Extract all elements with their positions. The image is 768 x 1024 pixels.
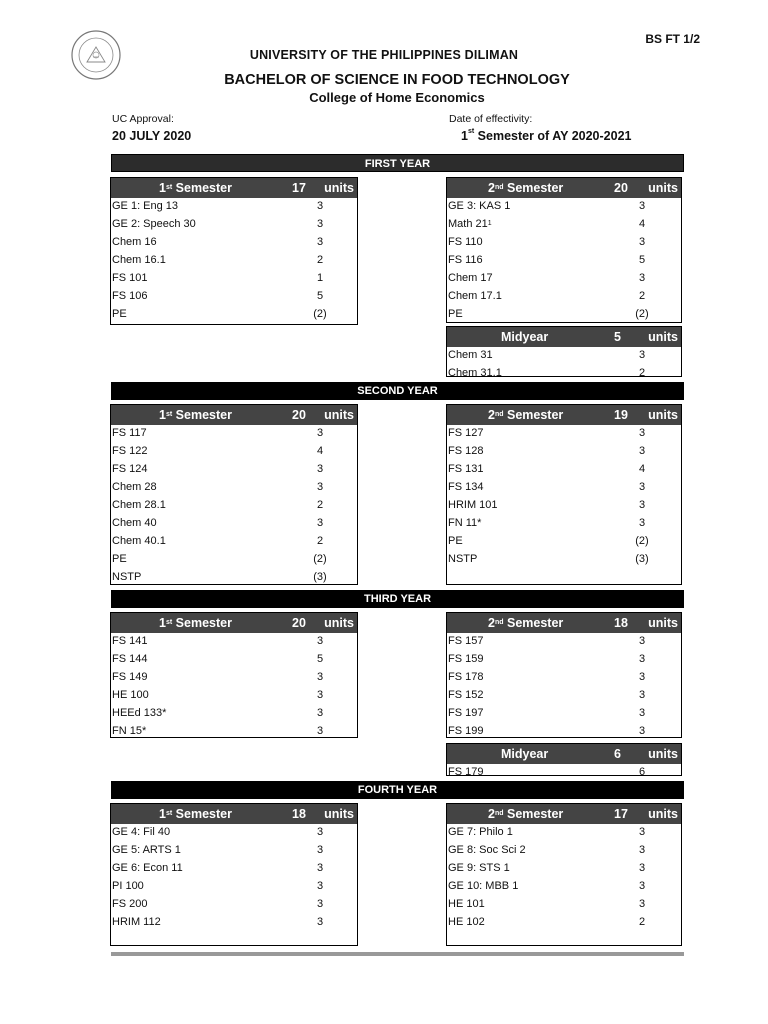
course-row: [447, 687, 681, 705]
course-row: [111, 687, 357, 705]
semester-header: [111, 405, 357, 425]
course-row: [111, 198, 357, 216]
semester-total-units: 18: [292, 807, 306, 821]
course-name: Chem 31.1: [448, 367, 502, 379]
course-units: 3: [316, 689, 324, 701]
semester-header: [447, 744, 681, 764]
year-bar-first: FIRST YEAR: [111, 154, 684, 172]
course-name: FS 131: [448, 463, 484, 475]
course-row: [111, 497, 357, 515]
course-name: HRIM 112: [112, 916, 161, 928]
course-units: (2): [635, 308, 649, 320]
course-row: [447, 425, 681, 443]
units-label: units: [648, 616, 678, 630]
course-units: 3: [316, 517, 324, 529]
course-row: [111, 306, 357, 324]
course-row: [111, 443, 357, 461]
course-name: FS 152: [448, 689, 484, 701]
course-name: NSTP: [112, 571, 142, 583]
semester-total-units: 20: [292, 616, 306, 630]
course-name: PE: [448, 535, 463, 547]
course-name: FS 110: [448, 236, 483, 248]
course-units: 3: [638, 880, 646, 892]
course-units: 3: [316, 635, 324, 647]
course-units: 3: [638, 653, 646, 665]
course-units: 2: [316, 499, 324, 511]
semester-title: 1st Semester: [159, 807, 232, 821]
course-row: [447, 461, 681, 479]
third-year-first-semester: [110, 612, 358, 738]
course-name: FS 197: [448, 707, 484, 719]
course-row: [447, 497, 681, 515]
course-row: [447, 443, 681, 461]
course-row: [111, 824, 357, 842]
course-row: [447, 914, 681, 932]
course-name: Chem 28.1: [112, 499, 166, 511]
course-name: HE 100: [112, 689, 149, 701]
semester-title: 2nd Semester: [488, 807, 564, 821]
course-row: [447, 216, 681, 234]
course-units: 3: [638, 862, 646, 874]
second-year-first-semester: [110, 404, 358, 585]
course-row: [447, 198, 681, 216]
course-name: Chem 17: [448, 272, 493, 284]
course-units: 3: [316, 862, 324, 874]
course-units: 2: [638, 290, 646, 302]
units-label: units: [648, 181, 678, 195]
course-units: 3: [638, 707, 646, 719]
first-year-first-semester: [110, 177, 358, 325]
course-row: [111, 216, 357, 234]
course-units: 3: [316, 880, 324, 892]
course-units: 3: [316, 844, 324, 856]
course-row: [447, 633, 681, 651]
semester-title: 1st Semester: [159, 408, 232, 422]
course-row: [111, 252, 357, 270]
course-units: 5: [638, 254, 646, 266]
third-year-second-semester: [446, 612, 682, 738]
course-units: 3: [638, 725, 646, 737]
course-row: [447, 764, 681, 782]
course-row: [447, 365, 681, 383]
course-name: GE 10: MBB 1: [448, 880, 519, 892]
course-units: 5: [316, 290, 324, 302]
course-units: 4: [638, 218, 646, 230]
semester-header: [111, 804, 357, 824]
course-units: 3: [316, 826, 324, 838]
units-label: units: [324, 616, 354, 630]
course-name: Chem 16.1: [112, 254, 166, 266]
course-units: 6: [638, 766, 646, 778]
year-bar-second: SECOND YEAR: [111, 382, 684, 400]
course-units: 4: [316, 445, 324, 457]
semester-total-units: 18: [614, 616, 628, 630]
units-label: units: [648, 330, 678, 344]
course-row: [447, 723, 681, 741]
college-name: College of Home Economics: [309, 90, 485, 105]
course-units: 5: [316, 653, 324, 665]
course-units: 3: [638, 689, 646, 701]
course-units: 3: [316, 898, 324, 910]
course-row: [111, 842, 357, 860]
semester-header: [447, 178, 681, 198]
course-name: FS 144: [112, 653, 148, 665]
course-name: FS 200: [112, 898, 148, 910]
course-name: Chem 40: [112, 517, 157, 529]
course-name: FS 149: [112, 671, 148, 683]
course-name: FS 179: [448, 766, 484, 778]
course-name: FS 178: [448, 671, 484, 683]
first-year-midyear: [446, 326, 682, 377]
semester-title: 2nd Semester: [488, 408, 564, 422]
course-row: [447, 669, 681, 687]
course-units: (3): [635, 553, 649, 565]
course-row: [447, 533, 681, 551]
semester-header: [447, 804, 681, 824]
course-row: [447, 860, 681, 878]
course-name: FS 159: [448, 653, 484, 665]
semester-title: Midyear: [501, 330, 549, 344]
course-row: [447, 306, 681, 324]
course-row: [111, 651, 357, 669]
course-row: [447, 824, 681, 842]
course-units: 1: [316, 272, 324, 284]
units-label: units: [324, 181, 354, 195]
course-row: [111, 551, 357, 569]
fourth-year-first-semester: [110, 803, 358, 946]
year-bar-fourth: FOURTH YEAR: [111, 781, 684, 799]
course-name: GE 1: Eng 13: [112, 200, 179, 212]
course-row: [111, 270, 357, 288]
course-row: [111, 479, 357, 497]
semester-total-units: 20: [614, 181, 628, 195]
course-name: HRIM 101: [448, 499, 498, 511]
first-year-second-semester: [446, 177, 682, 323]
course-name: Math $21^1$: [448, 218, 492, 230]
course-units: 3: [316, 218, 324, 230]
course-name: FS 128: [448, 445, 484, 457]
course-name: FS 141: [112, 635, 148, 647]
effectivity-value: 1st Semester of AY 2020-2021: [461, 128, 632, 143]
course-row: [447, 234, 681, 252]
course-units: 4: [638, 463, 646, 475]
course-name: GE 9: STS 1: [448, 862, 510, 874]
course-name: Chem 40.1: [112, 535, 166, 547]
semester-title: 2nd Semester: [488, 616, 564, 630]
course-name: Chem 16: [112, 236, 157, 248]
course-name: GE 7: Philo 1: [448, 826, 513, 838]
course-name: GE 4: Fil 40: [112, 826, 171, 838]
course-name: PE: [112, 553, 127, 565]
course-name: GE 5: ARTS 1: [112, 844, 181, 856]
course-units: 3: [638, 481, 646, 493]
course-name: Chem 28: [112, 481, 157, 493]
course-name: FS 117: [112, 427, 147, 439]
uc-approval-value: 20 JULY 2020: [112, 129, 192, 143]
semester-header: [447, 405, 681, 425]
semester-title: Midyear: [501, 747, 549, 761]
course-units: 3: [316, 671, 324, 683]
course-units: 3: [316, 916, 324, 928]
course-units: 3: [638, 272, 646, 284]
course-units: 2: [638, 367, 646, 379]
course-row: [111, 533, 357, 551]
course-units: 3: [638, 826, 646, 838]
semester-title: 1st Semester: [159, 616, 232, 630]
course-units: 2: [316, 535, 324, 547]
course-row: [447, 878, 681, 896]
semester-header: [447, 327, 681, 347]
course-row: [447, 705, 681, 723]
course-row: [447, 252, 681, 270]
course-name: FS 134: [448, 481, 484, 493]
course-units: 3: [316, 725, 324, 737]
units-label: units: [324, 408, 354, 422]
course-name: GE 2: Speech 30: [112, 218, 196, 230]
course-row: [447, 842, 681, 860]
course-name: FS 199: [448, 725, 484, 737]
course-row: [111, 234, 357, 252]
course-row: [111, 723, 357, 741]
course-units: 3: [316, 236, 324, 248]
course-row: [111, 896, 357, 914]
course-row: [447, 270, 681, 288]
course-units: 3: [638, 499, 646, 511]
course-row: [447, 288, 681, 306]
course-row: [447, 347, 681, 365]
course-name: FS 127: [448, 427, 484, 439]
course-name: FN 15*: [112, 725, 147, 737]
course-name: FS 116: [448, 254, 483, 266]
course-units: 3: [638, 671, 646, 683]
course-row: [111, 633, 357, 651]
course-units: 3: [638, 635, 646, 647]
course-name: FS 106: [112, 290, 148, 302]
course-units: (2): [313, 553, 327, 565]
course-name: GE 3: KAS 1: [448, 200, 511, 212]
course-name: HEEd 133*: [112, 707, 167, 719]
course-name: FS 101: [112, 272, 148, 284]
semester-total-units: 6: [614, 747, 621, 761]
semester-total-units: 20: [292, 408, 306, 422]
semester-title: 2nd Semester: [488, 181, 564, 195]
course-name: PI 100: [112, 880, 144, 892]
course-units: 3: [316, 707, 324, 719]
course-row: [111, 425, 357, 443]
units-label: units: [648, 747, 678, 761]
effectivity-label: Date of effectivity:: [449, 113, 533, 125]
document-code: BS FT 1/2: [645, 32, 700, 46]
course-units: 3: [316, 427, 324, 439]
semester-header: [447, 613, 681, 633]
course-units: 3: [638, 445, 646, 457]
course-name: GE 8: Soc Sci 2: [448, 844, 526, 856]
course-name: HE 101: [448, 898, 485, 910]
course-units: 2: [316, 254, 324, 266]
course-row: [111, 515, 357, 533]
uc-approval-label: UC Approval:: [112, 113, 174, 125]
semester-total-units: 17: [614, 807, 628, 821]
units-label: units: [648, 807, 678, 821]
semester-total-units: 5: [614, 330, 621, 344]
semester-header: [111, 613, 357, 633]
course-row: [111, 860, 357, 878]
course-row: [447, 551, 681, 569]
course-name: Chem 17.1: [448, 290, 502, 302]
course-name: GE 6: Econ 11: [112, 862, 183, 874]
course-row: [447, 896, 681, 914]
course-row: [111, 705, 357, 723]
course-name: PE: [112, 308, 127, 320]
course-name: Chem 31: [448, 349, 493, 361]
third-year-midyear: [446, 743, 682, 776]
bottom-divider: [111, 952, 684, 956]
fourth-year-second-semester: [446, 803, 682, 946]
course-name: PE: [448, 308, 463, 320]
course-name: FS 157: [448, 635, 484, 647]
course-row: [111, 914, 357, 932]
course-row: [111, 288, 357, 306]
course-units: 3: [316, 481, 324, 493]
course-name: HE 102: [448, 916, 485, 928]
course-units: 3: [638, 517, 646, 529]
course-units: 3: [638, 349, 646, 361]
semester-title: 1st Semester: [159, 181, 232, 195]
semester-header: [111, 178, 357, 198]
program-title: BACHELOR OF SCIENCE IN FOOD TECHNOLOGY: [224, 72, 570, 88]
course-row: [111, 461, 357, 479]
course-row: [111, 878, 357, 896]
course-row: [447, 651, 681, 669]
course-name: FS 124: [112, 463, 148, 475]
course-units: 3: [316, 463, 324, 475]
course-units: 3: [638, 844, 646, 856]
year-bar-third: THIRD YEAR: [111, 590, 684, 608]
semester-total-units: 17: [292, 181, 306, 195]
course-row: [447, 479, 681, 497]
course-name: FS 122: [112, 445, 148, 457]
units-label: units: [648, 408, 678, 422]
course-units: 3: [638, 898, 646, 910]
course-units: (3): [313, 571, 327, 583]
course-row: [111, 669, 357, 687]
course-units: 3: [638, 427, 646, 439]
course-units: (2): [635, 535, 649, 547]
course-units: 2: [638, 916, 646, 928]
course-name: NSTP: [448, 553, 478, 565]
course-row: [111, 569, 357, 587]
course-units: 3: [316, 200, 324, 212]
course-name: FN 11*: [448, 517, 482, 529]
units-label: units: [324, 807, 354, 821]
course-row: [447, 515, 681, 533]
semester-total-units: 19: [614, 408, 628, 422]
second-year-second-semester: [446, 404, 682, 585]
university-name: UNIVERSITY OF THE PHILIPPINES DILIMAN: [249, 48, 519, 62]
course-units: 3: [638, 236, 646, 248]
course-units: (2): [313, 308, 327, 320]
course-units: 3: [638, 200, 646, 212]
